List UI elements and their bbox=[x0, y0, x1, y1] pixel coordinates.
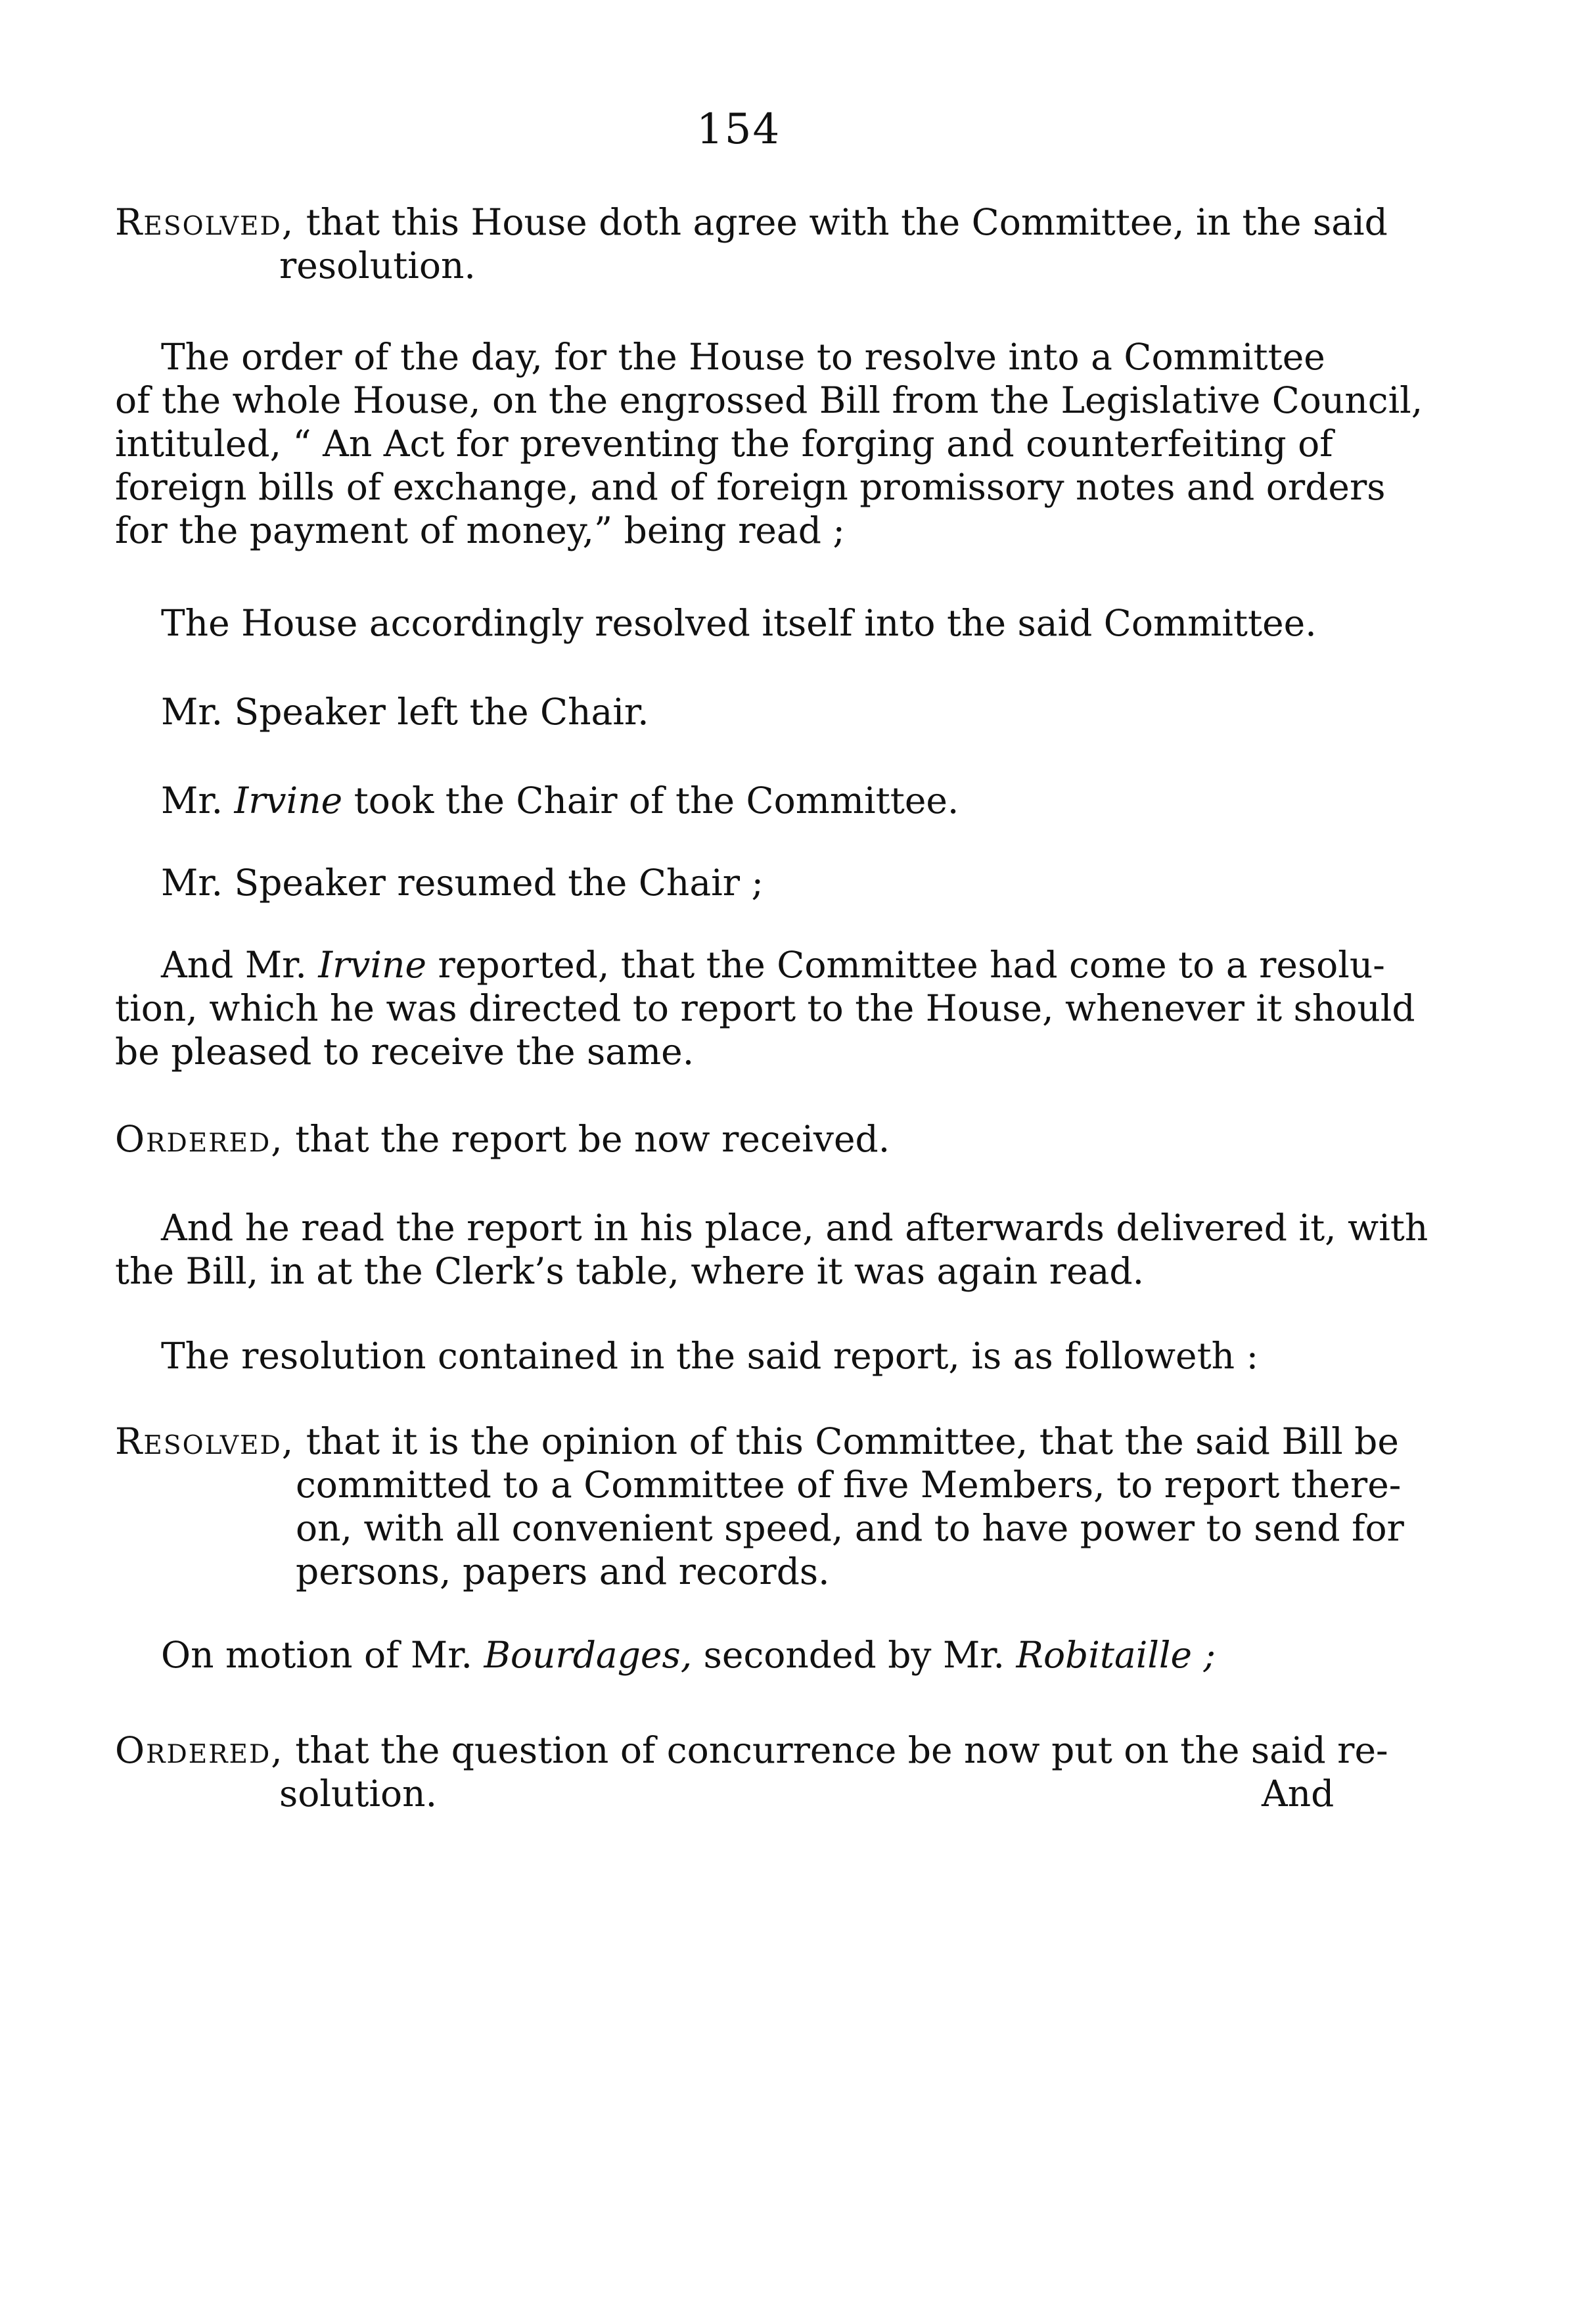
motion-paragraph: On motion of Mr. Bourdages, seconded by Mr. Robitaille ; bbox=[161, 1634, 1216, 1676]
paragraph-line: Mr. Speaker resumed the Chair ; bbox=[161, 862, 764, 904]
order-paragraph bbox=[115, 1117, 890, 1161]
paragraph-line: committed to a Committee of five Members, to report there- bbox=[296, 1464, 1402, 1506]
catchword: And bbox=[1262, 1773, 1335, 1815]
paragraph-line: be pleased to receive the same. bbox=[115, 1031, 695, 1073]
paragraph-line: that it is the opinion of this Committee, that the said Bill be bbox=[294, 1420, 1399, 1462]
order-of-day-paragraph bbox=[115, 335, 1423, 552]
ordered-heading: Ordered, bbox=[115, 1729, 284, 1771]
paragraph-line: for the payment of money,” being read ; bbox=[115, 509, 845, 551]
paragraph-line: that this House doth agree with the Committee, in the said bbox=[294, 201, 1388, 243]
member-name: Irvine bbox=[318, 944, 427, 986]
paragraph-line: of the whole House, on the engrossed Bill from the Legislative Council, bbox=[115, 379, 1423, 421]
resolution-paragraph bbox=[115, 200, 1388, 287]
paragraph bbox=[161, 601, 1317, 645]
paragraph-line: tion, which he was directed to report to the House, whenever it should bbox=[115, 987, 1415, 1029]
order-paragraph bbox=[115, 1729, 1388, 1815]
paragraph-line: Mr. Speaker left the Chair. bbox=[161, 691, 649, 733]
member-name: Robitaille ; bbox=[1016, 1634, 1216, 1676]
paragraph bbox=[161, 690, 649, 733]
paragraph-line: And he read the report in his place, and afterwards delivered it, with bbox=[161, 1207, 1428, 1249]
paragraph-line: The House accordingly resolved itself into the said Committee. bbox=[161, 602, 1317, 644]
paragraph-line: foreign bills of exchange, and of foreign promissory notes and orders bbox=[115, 466, 1386, 508]
ordered-heading: Ordered, bbox=[115, 1118, 284, 1160]
paragraph-line: The resolution contained in the said report, is as followeth : bbox=[161, 1335, 1259, 1377]
resolved-heading: Resolved, bbox=[115, 201, 295, 243]
resolved-heading: Resolved, bbox=[115, 1420, 295, 1462]
member-name: Irvine bbox=[234, 779, 343, 822]
paragraph bbox=[161, 861, 764, 904]
paragraph-line: resolution. bbox=[279, 244, 476, 287]
paragraph bbox=[161, 1334, 1258, 1378]
paragraph-line: that the report be now received. bbox=[283, 1118, 890, 1160]
paragraph-line: that the question of concurrence be now put on the said re- bbox=[283, 1729, 1388, 1771]
paragraph bbox=[115, 1206, 1428, 1293]
paragraph-line: the Bill, in at the Clerk’s table, where it was again read. bbox=[115, 1250, 1145, 1292]
paragraph-line: solution. bbox=[279, 1773, 438, 1815]
resolution-paragraph bbox=[115, 1420, 1404, 1593]
paragraph-line: The order of the day, for the House to resolve into a Committee bbox=[161, 336, 1325, 378]
paragraph-line: intituled, “ An Act for preventing the forging and counterfeiting of bbox=[115, 423, 1333, 465]
paragraph-line: persons, papers and records. bbox=[296, 1550, 830, 1592]
paragraph: Mr. Irvine took the Chair of the Committee. bbox=[161, 779, 959, 822]
paragraph-line: on, with all convenient speed, and to have power to send for bbox=[296, 1507, 1404, 1549]
paragraph: And Mr. Irvine reported, that the Committee had come to a resolu- tion, which he was directed to report to the House, whenever it should be pleased to receive the same. bbox=[115, 944, 1415, 1073]
page-number: 154 bbox=[696, 105, 781, 154]
member-name: Bourdages, bbox=[484, 1634, 693, 1676]
